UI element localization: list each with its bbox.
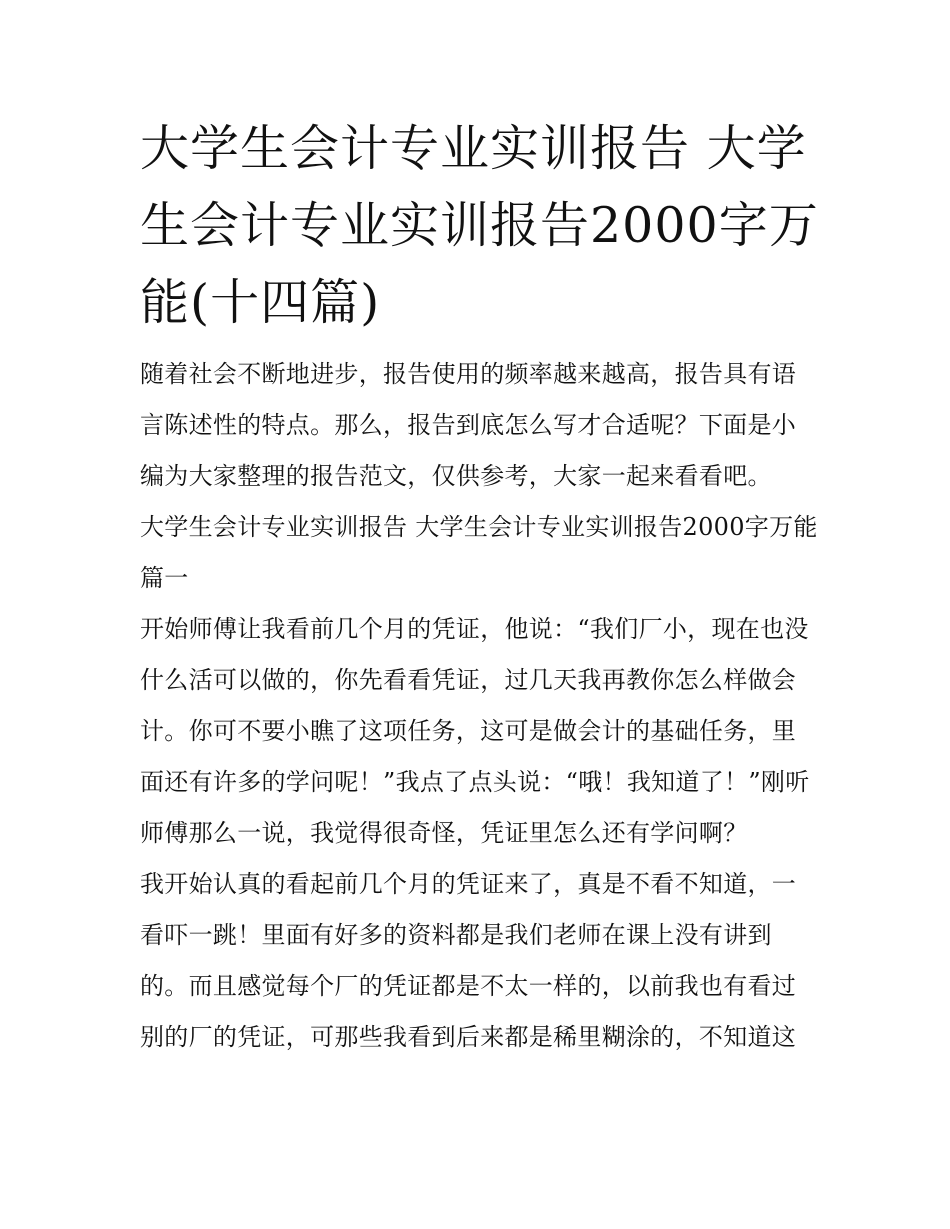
document-title: 大学生会计专业实训报告 大学生会计专业实训报告2000字万能(十四篇) bbox=[140, 120, 819, 331]
section-heading: 大学生会计专业实训报告 大学生会计专业实训报告2000字万能篇一 bbox=[140, 513, 818, 592]
body-paragraph: 开始师傅让我看前几个月的凭证，他说：“我们厂小，现在也没什么活可以做的，你先看看凭证，过几天我再教你怎么样做会计。你可不要小瞧了这项任务，这可是做会计的基础任务，里面还有许多的学问呢！”我点了点头说：“哦！我知道了！”刚听师傅那么一说，我觉得很奇怪，凭证里怎么还有学问啊？ bbox=[140, 615, 810, 847]
intro-paragraph: 随着社会不断地进步，报告使用的频率越来越高，报告具有语言陈述性的特点。那么，报告到底怎么写才合适呢？下面是小编为大家整理的报告范文，仅供参考，大家一起来看看吧。 bbox=[140, 360, 797, 490]
body-paragraph: 我开始认真的看起前几个月的凭证来了，真是不看不知道，一看吓一跳！里面有好多的资料都是我们老师在课上没有讲到的。而且感觉每个厂的凭证都是不太一样的，以前我也有看过别的厂的凭证，可那些我看到后来都是稀里糊涂的，不知道这 bbox=[140, 870, 797, 1051]
document-body bbox=[140, 110, 820, 1063]
